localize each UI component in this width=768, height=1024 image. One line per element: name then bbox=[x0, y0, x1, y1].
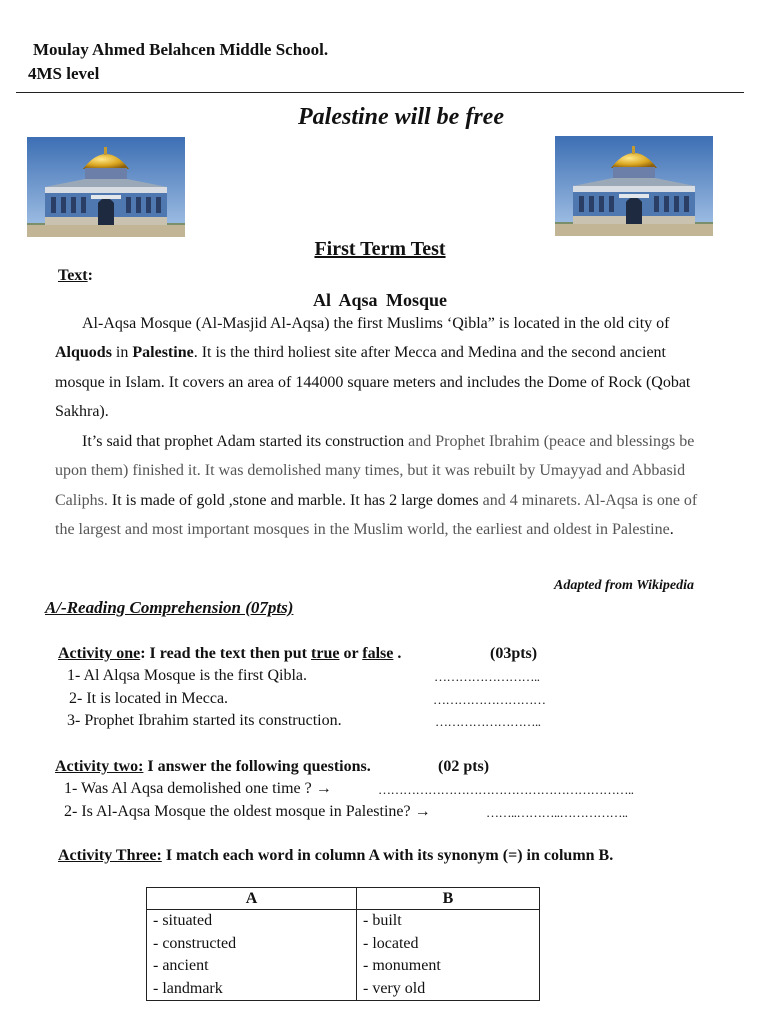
passage-title: Al Aqsa Mosque bbox=[312, 290, 448, 310]
text-label: Text: bbox=[58, 267, 93, 284]
test-title: First Term Test bbox=[314, 238, 446, 260]
dome-of-the-rock-image-right bbox=[555, 136, 713, 236]
question: 1- Was Al Aqsa demolished one time ? → bbox=[64, 780, 332, 797]
column-b-word: - located bbox=[357, 933, 540, 956]
answer-blank[interactable]: …………………………………………………….. bbox=[378, 782, 634, 797]
true-false-statement: 1- Al Alqsa Mosque is the first Qibla. bbox=[67, 667, 307, 684]
true-false-statement: 3- Prophet Ibrahim started its construction. bbox=[67, 712, 342, 729]
activity-two-title: Activity two: I answer the following questions. bbox=[55, 758, 371, 775]
column-a-word: - landmark bbox=[147, 978, 357, 1001]
mosque-illustration bbox=[555, 136, 713, 236]
activity-one-points: (03pts) bbox=[490, 645, 538, 662]
school-name: Moulay Ahmed Belahcen Middle School. bbox=[33, 40, 329, 59]
dome-of-the-rock-image-left bbox=[27, 137, 185, 237]
class-level: 4MS level bbox=[28, 64, 100, 83]
activity-two-points: (02 pts) bbox=[438, 758, 490, 775]
column-a-header: A bbox=[147, 888, 357, 910]
header-divider bbox=[16, 92, 744, 93]
section-heading: A/-Reading Comprehension (07pts) bbox=[45, 598, 294, 617]
table-row bbox=[147, 955, 540, 978]
answer-blank[interactable]: ……..………..…………….. bbox=[486, 805, 628, 820]
column-b-word: - built bbox=[357, 910, 540, 933]
table-row bbox=[147, 933, 540, 956]
mosque-illustration bbox=[27, 137, 185, 237]
true-false-statement: 2- It is located in Mecca. bbox=[69, 690, 229, 707]
column-b-word: - monument bbox=[357, 955, 540, 978]
passage-source: Adapted from Wikipedia bbox=[554, 578, 694, 593]
question: 2- Is Al-Aqsa Mosque the oldest mosque in Palestine? → bbox=[64, 803, 431, 820]
matching-table bbox=[146, 887, 540, 1001]
table-row bbox=[147, 910, 540, 933]
answer-blank[interactable]: …………………….. bbox=[434, 669, 540, 684]
column-b-header: B bbox=[357, 888, 540, 910]
passage-paragraph-2: It’s said that prophet Adam started its construction and Prophet Ibrahim (peace and blessings be upon them) finished it. It was demolished many times, but it was rebuilt by Umayyad and Abbasid Caliphs. It is made of gold ,stone and marble. It has 2 large domes and 4 minarets. Al-Aqsa is one of the largest and most important mosques in the Muslim world, the earliest and oldest in Palestine. bbox=[55, 433, 698, 538]
column-b-word: - very old bbox=[357, 978, 540, 1001]
table-header-row bbox=[147, 888, 540, 910]
column-a-word: - situated bbox=[147, 910, 357, 933]
column-a-word: - ancient bbox=[147, 955, 357, 978]
activity-three-title: Activity Three: I match each word in column A with its synonym (=) in column B. bbox=[58, 847, 614, 864]
passage-paragraph-1: Al-Aqsa Mosque (Al-Masjid Al-Aqsa) the first Muslims ‘Qibla” is located in the old city of Alquods in Palestine. It is the third holiest site after Mecca and Medina and the second ancient mosque in Islam. It covers an area of 144000 square meters and includes the Dome of Rock (Qobat Sakhra). bbox=[55, 315, 691, 420]
slogan: Palestine will be free bbox=[298, 104, 504, 130]
activity-one-title: Activity one: I read the text then put true or false . bbox=[58, 645, 402, 662]
answer-blank[interactable]: …………………….. bbox=[435, 714, 541, 729]
table-row bbox=[147, 978, 540, 1001]
column-a-word: - constructed bbox=[147, 933, 357, 956]
answer-blank[interactable]: ……………………… bbox=[433, 692, 546, 707]
